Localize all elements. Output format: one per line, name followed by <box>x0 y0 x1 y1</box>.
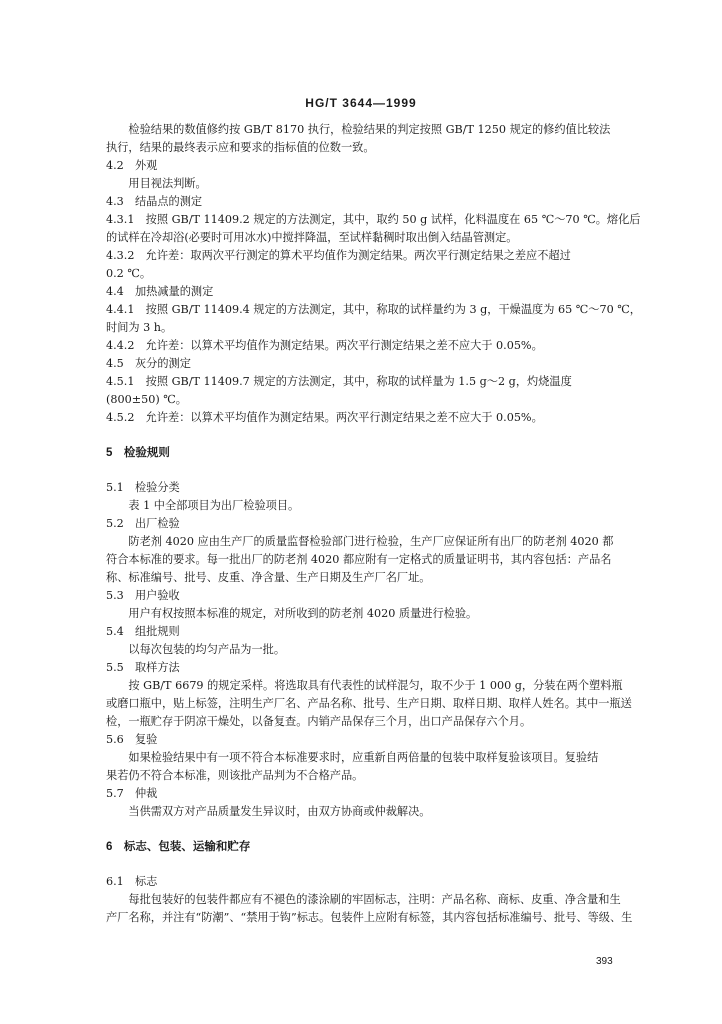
clause-4-3-2: 4.3.2 允许差：取两次平行测定的算术平均值作为测定结果。两次平行测定结果之差应不超过 <box>106 249 571 262</box>
paragraph-line: 果若仍不符合本标准，则该批产品判为不合格产品。 <box>106 769 364 782</box>
section-heading-6: 6 标志、包装、运输和贮存 <box>106 841 251 853</box>
document-header: HG/T 3644—1999 <box>305 96 417 110</box>
clause-4-5-2: 4.5.2 允许差：以算术平均值作为测定结果。两次平行测定结果之差不应大于 0.05%。 <box>106 411 543 424</box>
clause-heading-5-3: 5.3 用户验收 <box>106 589 180 602</box>
document-body <box>106 121 670 927</box>
clause-heading-5-2: 5.2 出厂检验 <box>106 517 180 530</box>
clause-4-3-1: 4.3.1 按照 GB/T 11409.2 规定的方法测定，其中，取约 50 g 试样，化料温度在 65 ℃～70 ℃。熔化后 <box>106 213 641 226</box>
paragraph-line: 0.2 ℃。 <box>106 267 152 280</box>
paragraph-line: 按 GB/T 6679 的规定采样。将选取具有代表性的试样混匀，取不少于 1 000 g，分装在两个塑料瓶 <box>128 679 623 692</box>
paragraph-line: 以每次包装的均匀产品为一批。 <box>128 643 286 656</box>
paragraph-line: 如果检验结果中有一项不符合本标准要求时，应重新自两倍量的包装中取样复验该项目。复验结 <box>128 751 599 764</box>
paragraph-line: 称、标准编号、批号、皮重、净含量、生产日期及生产厂名厂址。 <box>106 571 431 584</box>
paragraph-line: 时间为 3 h。 <box>106 321 173 334</box>
clause-heading-6-1: 6.1 标志 <box>106 875 158 888</box>
paragraph-line: 检，一瓶贮存于阴凉干燥处，以备复查。内销产品保存三个月，出口产品保存六个月。 <box>106 715 532 728</box>
paragraph-line: 当供需双方对产品质量发生异议时，由双方协商或仲裁解决。 <box>128 805 431 818</box>
clause-heading-4-3: 4.3 结晶点的测定 <box>106 195 203 208</box>
paragraph-line: 检验结果的数值修约按 GB/T 8170 执行，检验结果的判定按照 GB/T 1250 规定的修约值比较法 <box>128 123 611 136</box>
clause-heading-4-5: 4.5 灰分的测定 <box>106 357 191 370</box>
clause-heading-5-7: 5.7 仲裁 <box>106 787 158 800</box>
paragraph-line: 防老剂 4020 应由生产厂的质量监督检验部门进行检验，生产厂应保证所有出厂的防老剂 4020 都 <box>128 535 614 548</box>
clause-heading-5-1: 5.1 检验分类 <box>106 481 180 494</box>
paragraph-line: 的试样在冷却浴(必要时可用冰水)中搅拌降温，至试样黏稠时取出倒入结晶管测定。 <box>106 231 518 244</box>
clause-heading-5-5: 5.5 取样方法 <box>106 661 180 674</box>
paragraph-line: 用户有权按照本标准的规定，对所收到的防老剂 4020 质量进行检验。 <box>128 607 478 620</box>
paragraph-line: (800±50) ℃。 <box>106 393 187 406</box>
section-heading-5: 5 检验规则 <box>106 447 170 459</box>
paragraph-line: 或磨口瓶中，贴上标签，注明生产厂名、产品名称、批号、生产日期、取样日期、取样人姓名。其中一瓶送 <box>106 697 632 710</box>
paragraph-line: 执行，结果的最终表示应和要求的指标值的位数一致。 <box>106 141 375 154</box>
paragraph-line: 产厂名称，并注有“防潮”、“禁用于钩”标志。包装件上应附有标签，其内容包括标准编号、批号、等级、生 <box>106 911 633 924</box>
clause-heading-4-2: 4.2 外观 <box>106 159 158 172</box>
clause-heading-4-4: 4.4 加热减量的测定 <box>106 285 214 298</box>
page-number: 393 <box>596 956 613 967</box>
paragraph-line: 每批包装好的包装件都应有不褪色的漆涂刷的牢固标志，注明：产品名称、商标、皮重、净含量和生 <box>128 893 621 906</box>
clause-4-4-1: 4.4.1 按照 GB/T 11409.4 规定的方法测定，其中，称取的试样量约为 3 g，干燥温度为 65 ℃～70 ℃， <box>106 303 641 316</box>
clause-heading-5-6: 5.6 复验 <box>106 733 158 746</box>
paragraph-line: 用目视法判断。 <box>128 177 207 190</box>
clause-4-4-2: 4.4.2 允许差：以算术平均值作为测定结果。两次平行测定结果之差不应大于 0.05%。 <box>106 339 543 352</box>
clause-4-5-1: 4.5.1 按照 GB/T 11409.7 规定的方法测定，其中，称取的试样量为 1.5 g～2 g，灼烧温度 <box>106 375 572 388</box>
paragraph-line: 符合本标准的要求。每一批出厂的防老剂 4020 都应附有一定格式的质量证明书，其内容包括：产品名 <box>106 553 612 566</box>
clause-heading-5-4: 5.4 组批规则 <box>106 625 180 638</box>
paragraph-line: 表 1 中全部项目为出厂检验项目。 <box>128 499 300 512</box>
